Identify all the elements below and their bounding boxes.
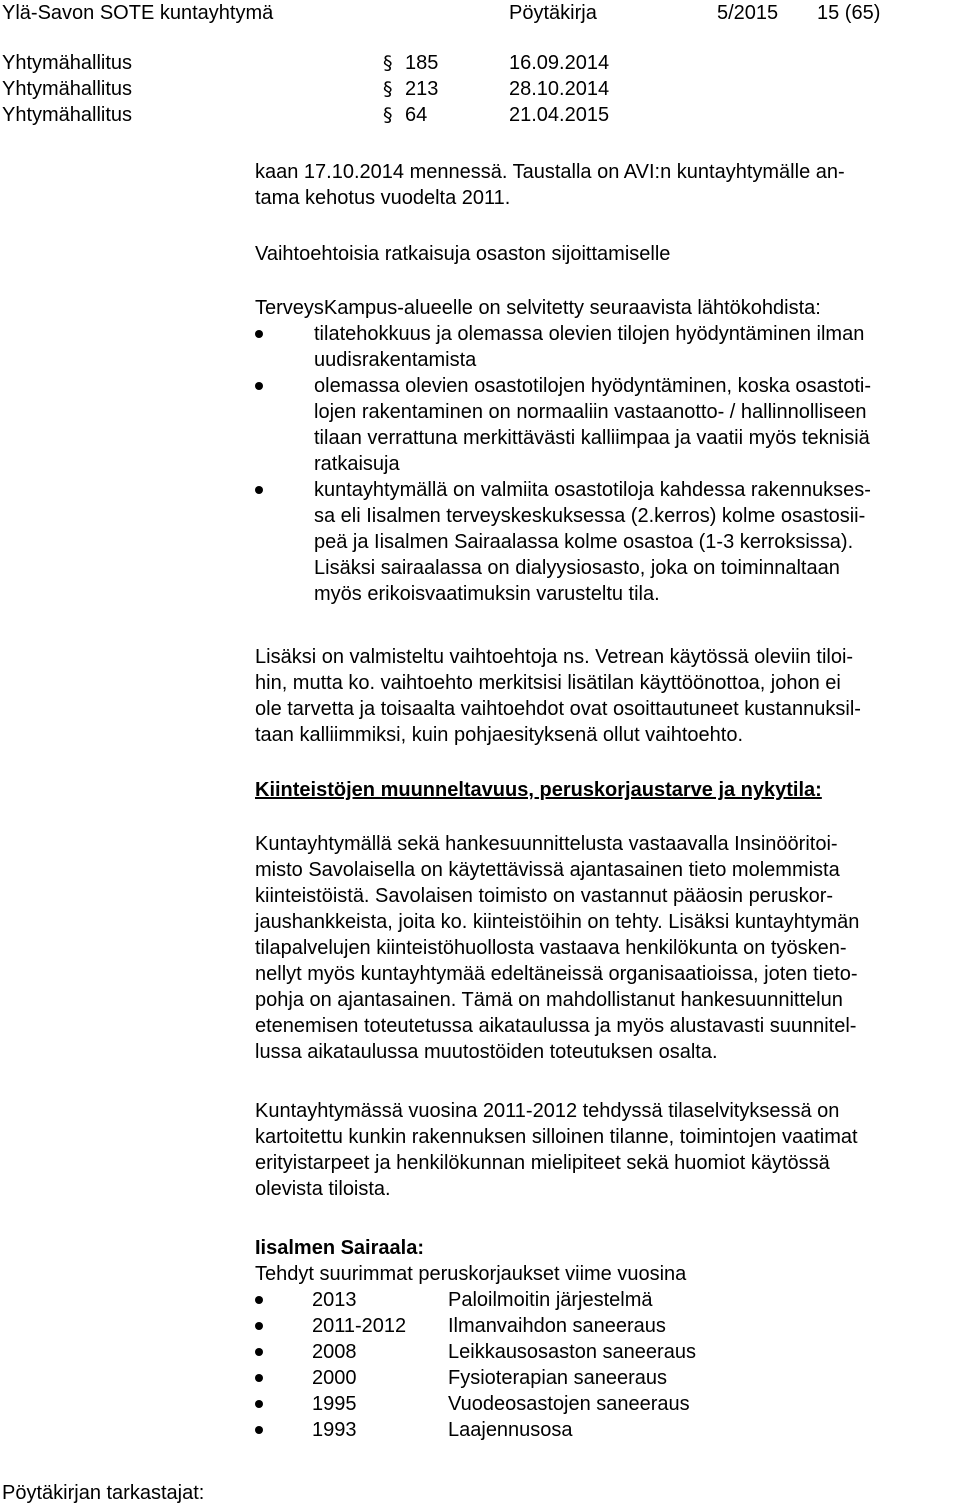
bullet-icon <box>255 1374 263 1382</box>
list-item <box>255 1417 955 1443</box>
text-line: nellyt myös kuntayhtymää edeltäneissä organisaatioissa, joten tieto- <box>255 963 858 985</box>
list-item <box>255 1339 955 1365</box>
text-line: pohja on ajantasainen. Tämä on mahdollistanut hankesuunnittelun <box>255 989 843 1011</box>
organization-name: Ylä-Savon SOTE kuntayhtymä <box>2 2 274 24</box>
bullet-icon <box>255 1322 263 1330</box>
text-line: uudisrakentamista <box>314 349 477 371</box>
bullet-list <box>255 321 955 607</box>
intro-paragraph <box>255 159 955 211</box>
list-item <box>255 1391 955 1417</box>
history-year: 2013 <box>312 1289 357 1311</box>
heading-text: Iisalmen Sairaala: <box>255 1237 424 1259</box>
history-year: 2008 <box>312 1341 357 1363</box>
text-line: peä ja Iisalmen Sairaalassa kolme osastoa (1-3 kerroksissa). <box>314 531 854 553</box>
text-line: lussa aikataulussa muutostöiden toteutuksen osalta. <box>255 1041 718 1063</box>
text-line: kartoitettu kunkin rakennuksen silloinen tilanne, toimintojen vaatimat <box>255 1126 858 1148</box>
text-line: TerveysKampus-alueelle on selvitetty seuraavista lähtökohdista: <box>255 297 821 319</box>
reference-date: 28.10.2014 <box>509 78 610 100</box>
bullet-icon <box>255 1426 263 1434</box>
history-work: Vuodeosastojen saneeraus <box>448 1393 690 1415</box>
text-line: Kuntayhtymällä sekä hankesuunnittelusta vastaavalla Insinööritoi- <box>255 833 838 855</box>
text-line: taan kalliimmiksi, kuin pohjaesityksenä ollut vaihtoehto. <box>255 724 744 746</box>
text-line: myös erikoisvaatimuksin varusteltu tila. <box>314 583 660 605</box>
bullet-icon <box>255 486 263 494</box>
subsection <box>255 1235 955 1287</box>
text-line: Kuntayhtymässä vuosina 2011-2012 tehdyssä tilaselvityksessä on <box>255 1100 840 1122</box>
history-year: 2000 <box>312 1367 357 1389</box>
list-item <box>255 373 955 477</box>
text-line: ole tarvetta ja toisaalta vaihtoehdot ovat osoittautuneet kustannuksil- <box>255 698 861 720</box>
reference-body: Yhtymähallitus <box>2 78 133 100</box>
text-line: sa eli Iisalmen terveyskeskuksessa (2.kerros) kolme osastosii- <box>314 505 866 527</box>
heading-text: Kiinteistöjen muunneltavuus, peruskorjaustarve ja nykytila: <box>255 779 822 801</box>
bullet-icon <box>255 330 263 338</box>
paragraph <box>255 644 955 748</box>
history-work: Ilmanvaihdon saneeraus <box>448 1315 666 1337</box>
section-lead <box>255 295 955 321</box>
text-line: Tehdyt suurimmat peruskorjaukset viime vuosina <box>255 1263 687 1285</box>
reference-number: 213 <box>405 78 439 100</box>
list-item <box>255 477 955 607</box>
section-heading <box>255 241 955 267</box>
history-work: Leikkausosaston saneeraus <box>448 1341 696 1363</box>
page-number: 15 (65) <box>817 2 881 24</box>
history-work: Paloilmoitin järjestelmä <box>448 1289 653 1311</box>
history-list <box>255 1287 955 1443</box>
text-line: jaushankkeista, joita ko. kiinteistöihin on tehty. Lisäksi kuntayhtymän <box>255 911 860 933</box>
section-sign: § <box>383 104 393 126</box>
text-line: kuntayhtymällä on valmiita osastotiloja kahdessa rakennukses- <box>314 479 871 501</box>
bullet-icon <box>255 382 263 390</box>
page-header <box>0 0 960 26</box>
footer-label: Pöytäkirjan tarkastajat: <box>2 1482 205 1504</box>
list-item <box>255 1313 955 1339</box>
list-item <box>255 1287 955 1313</box>
text-line: Lisäksi on valmisteltu vaihtoehtoja ns. Vetrean käytössä oleviin tiloi- <box>255 646 854 668</box>
reference-row <box>0 50 700 76</box>
history-year: 2011-2012 <box>312 1315 407 1337</box>
list-item <box>255 1365 955 1391</box>
reference-date: 16.09.2014 <box>509 52 610 74</box>
text-line: olemassa olevien osastotilojen hyödyntäminen, koska osastoti- <box>314 375 871 397</box>
bullet-icon <box>255 1348 263 1356</box>
text-line: hin, mutta ko. vaihtoehto merkitsisi lisätilan käyttöönottoa, johon ei <box>255 672 841 694</box>
text-line: tilaan verrattuna merkittävästi kalliimpaa ja vaatii myös teknisiä <box>314 427 870 449</box>
text-line: lojen rakentaminen on normaaliin vastaanotto- / hallinnolliseen <box>314 401 867 423</box>
document-number: 5/2015 <box>717 2 779 24</box>
heading-text: Vaihtoehtoisia ratkaisuja osaston sijoittamiselle <box>255 243 671 265</box>
reference-body: Yhtymähallitus <box>2 52 133 74</box>
document-type: Pöytäkirja <box>509 2 597 24</box>
text-line: ratkaisuja <box>314 453 400 475</box>
reference-date: 21.04.2015 <box>509 104 610 126</box>
text-line: kaan 17.10.2014 mennessä. Taustalla on AVI:n kuntayhtymälle an- <box>255 161 845 183</box>
text-line: kiinteistöistä. Savolaisen toimisto on vastannut pääosin peruskor- <box>255 885 834 907</box>
text-line: Lisäksi sairaalassa on dialyysiosasto, joka on toiminnaltaan <box>314 557 840 579</box>
text-line: olevista tiloista. <box>255 1178 391 1200</box>
paragraph <box>255 831 955 1065</box>
paragraph <box>255 1098 955 1202</box>
text-line: tama kehotus vuodelta 2011. <box>255 187 511 209</box>
history-work: Laajennusosa <box>448 1419 573 1441</box>
history-year: 1993 <box>312 1419 357 1441</box>
reference-number: 185 <box>405 52 439 74</box>
bullet-icon <box>255 1296 263 1304</box>
text-line: tilatehokkuus ja olemassa olevien tilojen hyödyntäminen ilman <box>314 323 865 345</box>
section-heading <box>255 777 955 803</box>
reference-row <box>0 76 700 102</box>
reference-row <box>0 102 700 128</box>
history-year: 1995 <box>312 1393 357 1415</box>
reference-body: Yhtymähallitus <box>2 104 133 126</box>
text-line: erityistarpeet ja henkilökunnan mielipiteet sekä huomiot käytössä <box>255 1152 830 1174</box>
section-sign: § <box>383 52 393 74</box>
history-work: Fysioterapian saneeraus <box>448 1367 668 1389</box>
text-line: tilapalvelujen kiinteistöhuollosta vastaava henkilökunta on työsken- <box>255 937 847 959</box>
list-item <box>255 321 955 373</box>
section-sign: § <box>383 78 393 100</box>
bullet-icon <box>255 1400 263 1408</box>
text-line: misto Savolaisella on käytettävissä ajantasainen tieto molemmista <box>255 859 840 881</box>
reference-number: 64 <box>405 104 428 126</box>
text-line: etenemisen toteutetussa aikataulussa ja myös alustavasti suunnitel- <box>255 1015 857 1037</box>
